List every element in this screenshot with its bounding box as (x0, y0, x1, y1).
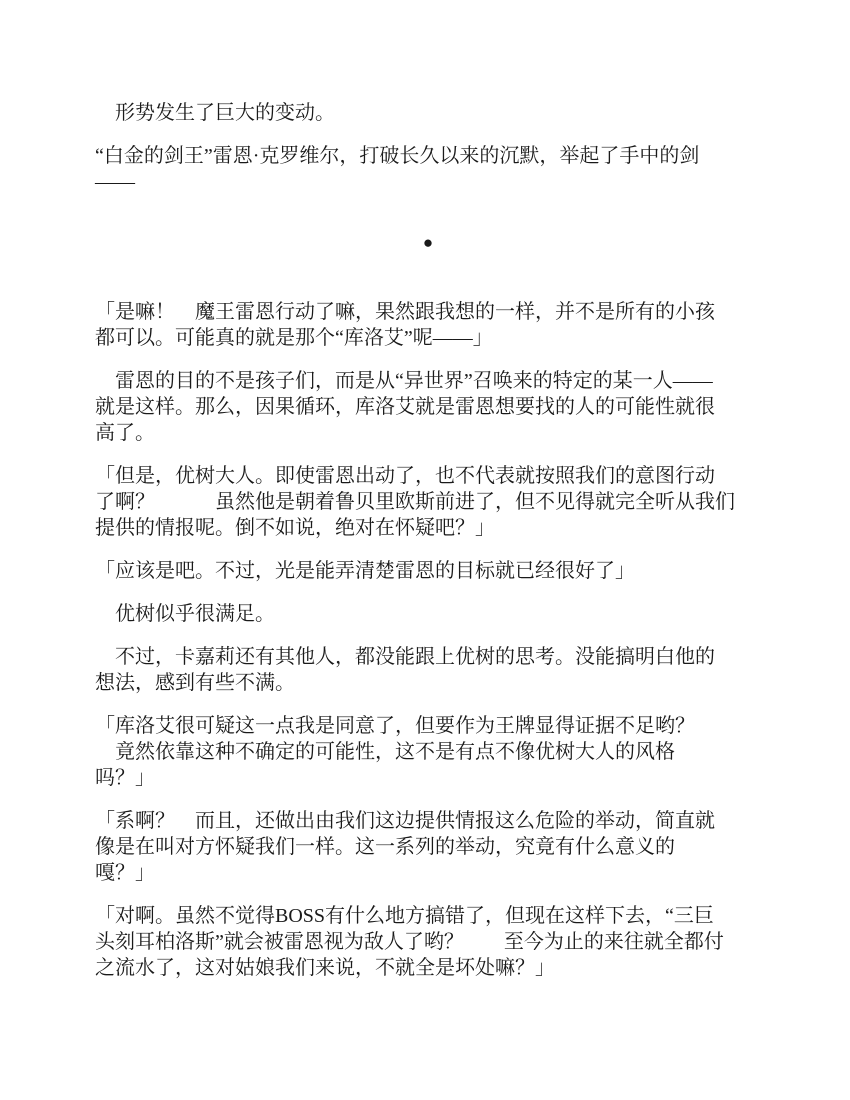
text-line: 「但是，优树大人。即使雷恩出动了，也不代表就按照我们的意图行动 (95, 465, 715, 487)
text-line: 吗？」 (95, 767, 155, 789)
text-line: 之流水了，这对姑娘我们来说，不就全是坏处嘛？」 (95, 957, 555, 979)
paragraph (95, 463, 761, 541)
paragraph (95, 903, 761, 981)
text-line: 「库洛艾很可疑这一点我是同意了，但要作为王牌显得证据不足哟？ (95, 715, 695, 737)
paragraph (95, 100, 761, 126)
paragraph (95, 558, 761, 584)
text-line: 嘎？」 (95, 862, 155, 884)
text-line: 形势发生了巨大的变动。 (95, 102, 335, 124)
paragraph (95, 713, 761, 791)
text-line: 竟然依靠这种不确定的可能性，这不是有点不像优树大人的风格 (95, 741, 675, 763)
bullet-separator-icon: ● (422, 233, 434, 252)
text-line: 想法，感到有些不满。 (95, 672, 295, 694)
section-separator (95, 230, 761, 256)
text-line: 不过，卡嘉莉还有其他人，都没能跟上优树的思考。没能搞明白他的 (95, 646, 715, 668)
text-line: 提供的情报呢。倒不如说，绝对在怀疑吧？」 (95, 517, 495, 539)
text-line: “白金的剑王”雷恩·克罗维尔，打破长久以来的沉默，举起了手中的剑 (95, 145, 700, 167)
paragraph (95, 368, 761, 446)
paragraph (95, 299, 761, 351)
text-line: 了啊？ 虽然他是朝着鲁贝里欧斯前进了，但不见得就完全听从我们 (95, 491, 735, 513)
text-line: 「是嘛！ 魔王雷恩行动了嘛，果然跟我想的一样，并不是所有的小孩 (95, 301, 715, 323)
text-line: —— (95, 171, 135, 193)
text-line: 像是在叫对方怀疑我们一样。这一系列的举动，究竟有什么意义的 (95, 836, 675, 858)
text-line: 都可以。可能真的就是那个“库洛艾”呢——」 (95, 327, 493, 349)
paragraph (95, 601, 761, 627)
paragraph (95, 808, 761, 886)
text-line: 「对啊。虽然不觉得BOSS有什么地方搞错了，但现在这样下去，“三巨 (95, 905, 714, 927)
text-line: 「应该是吧。不过，光是能弄清楚雷恩的目标就已经很好了」 (95, 560, 635, 582)
text-line: 头刻耳柏洛斯”就会被雷恩视为敌人了哟？ 至今为止的来往就全都付 (95, 931, 724, 953)
text-line: 高了。 (95, 422, 155, 444)
text-line: 就是这样。那么，因果循环，库洛艾就是雷恩想要找的人的可能性就很 (95, 396, 715, 418)
text-line: 「系啊？ 而且，还做出由我们这边提供情报这么危险的举动，简直就 (95, 810, 715, 832)
paragraph (95, 143, 761, 195)
paragraph (95, 644, 761, 696)
text-line: 雷恩的目的不是孩子们，而是从“异世界”召唤来的特定的某一人—— (95, 370, 713, 392)
text-line: 优树似乎很满足。 (95, 603, 275, 625)
text-block (95, 100, 761, 998)
